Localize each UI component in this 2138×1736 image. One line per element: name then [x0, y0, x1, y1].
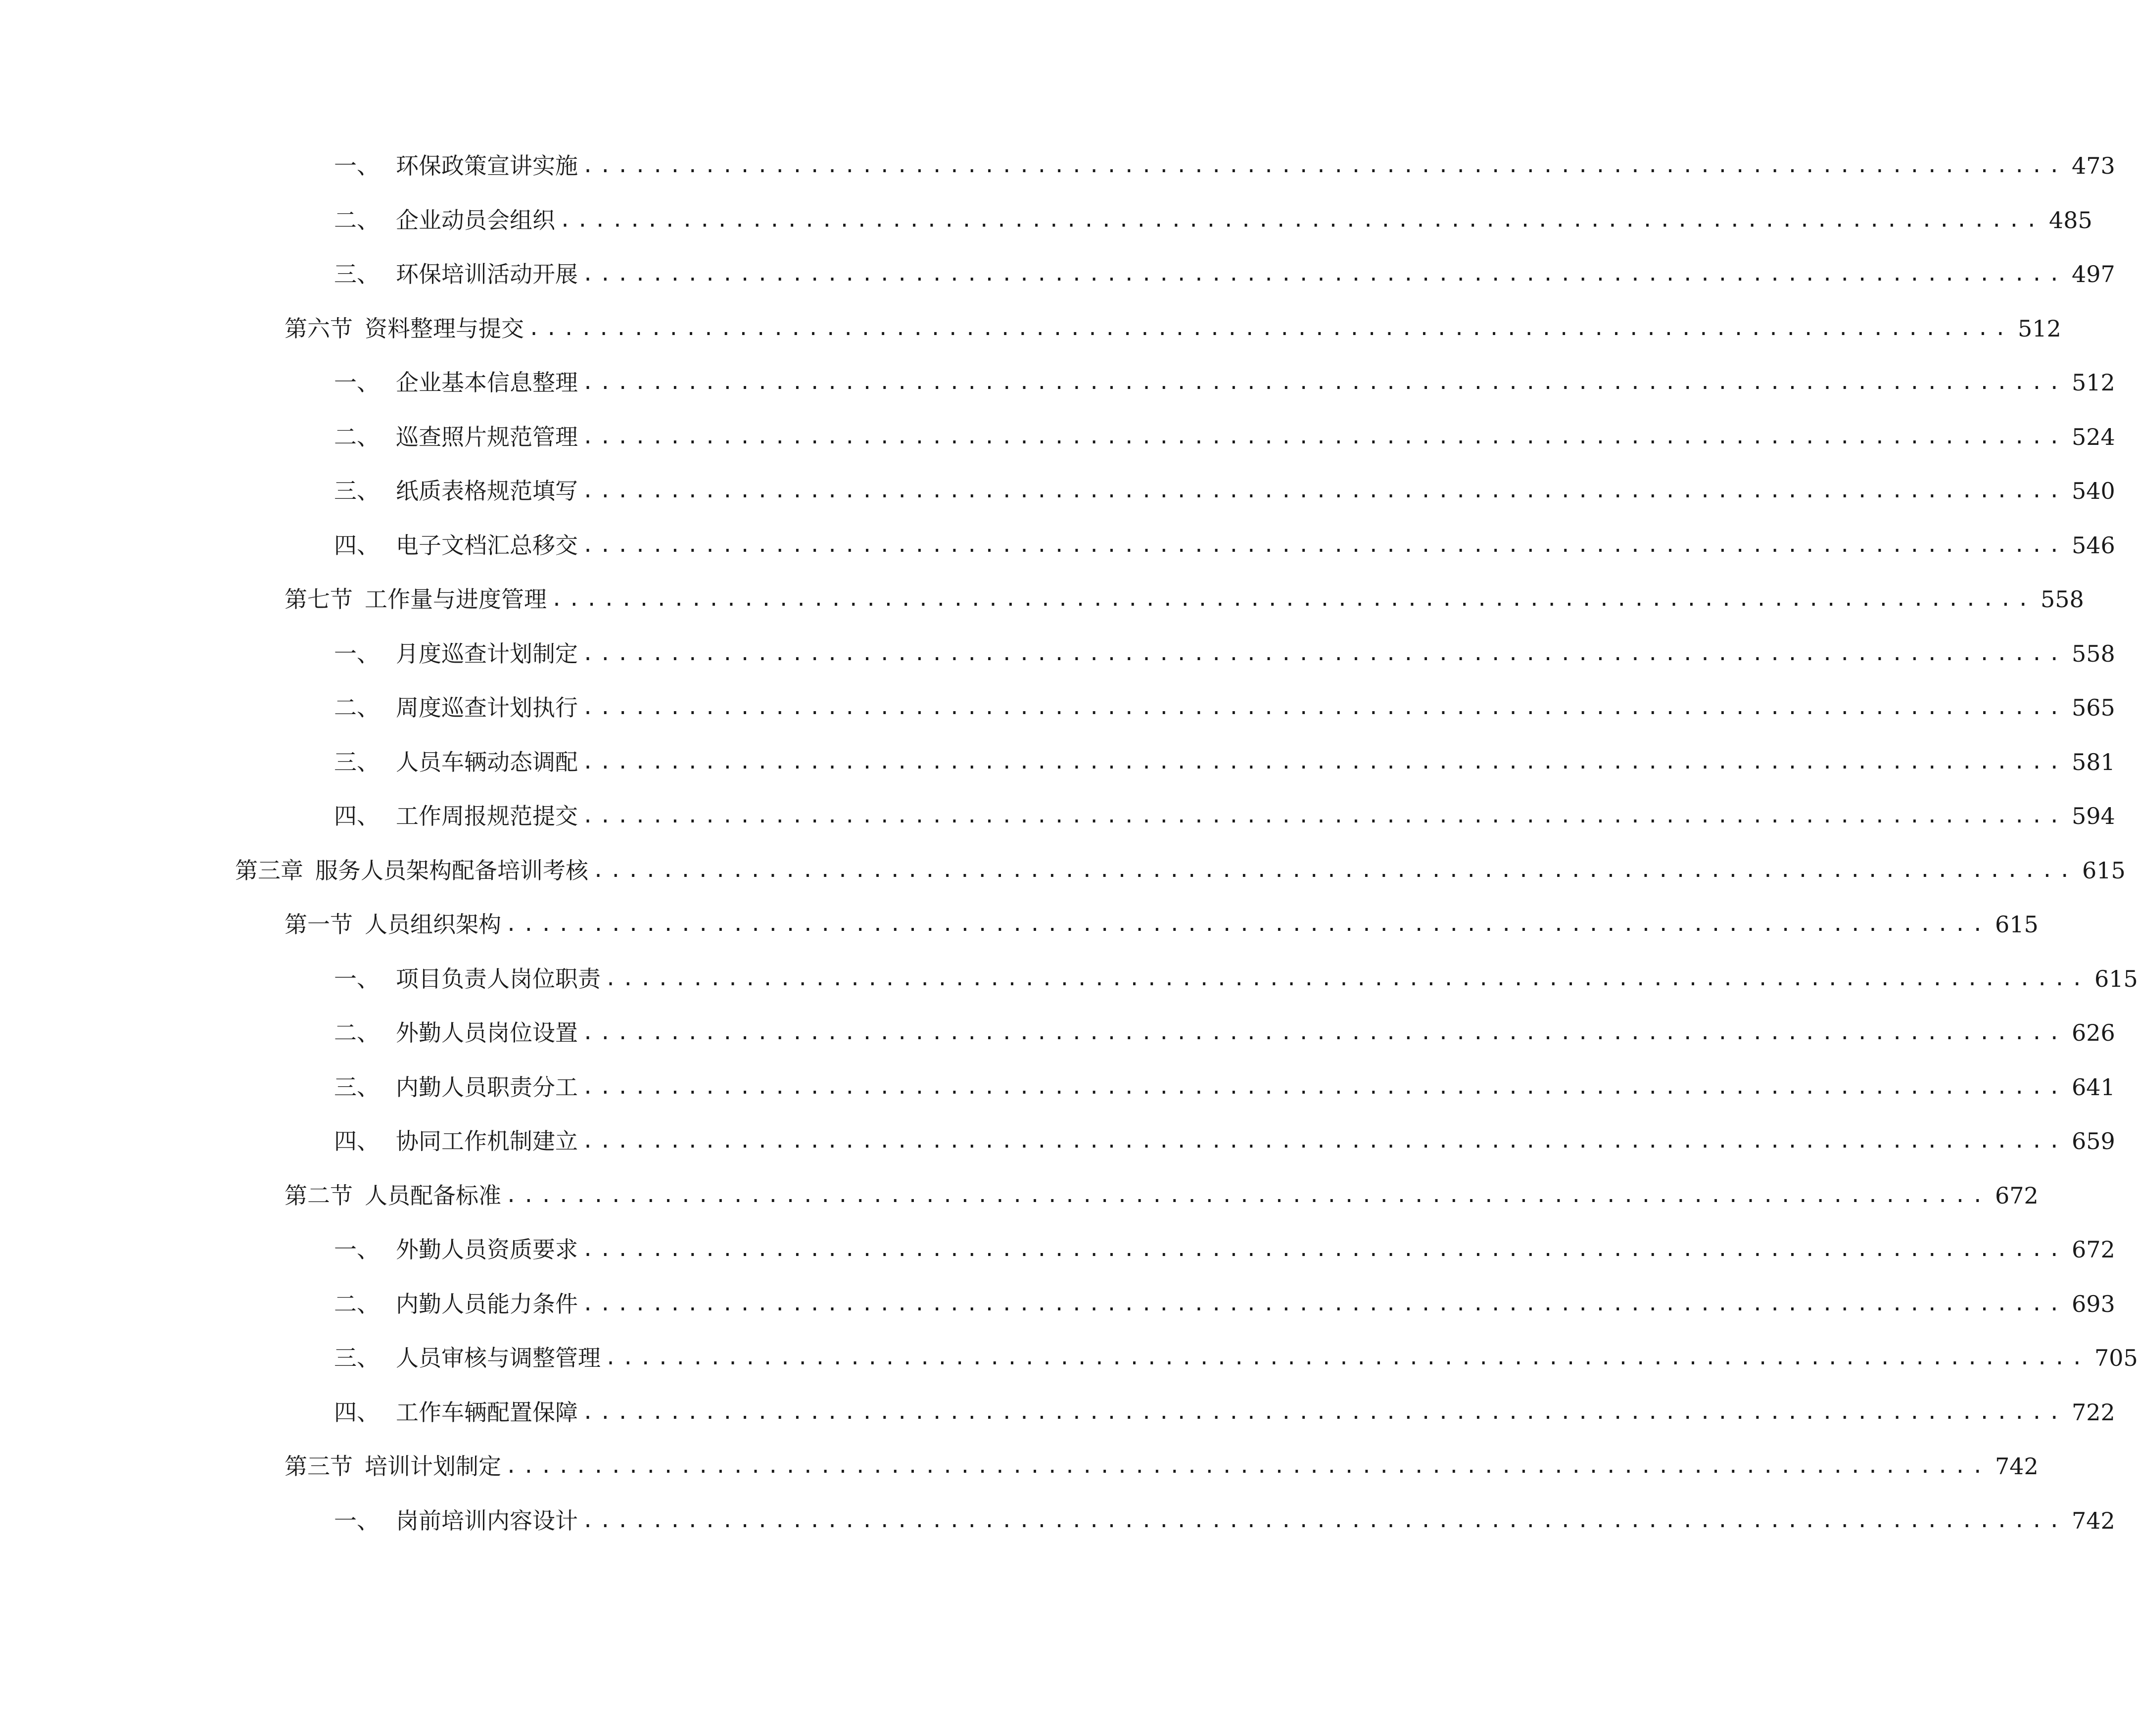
toc-entry[interactable] [285, 1449, 2039, 1484]
toc-entry[interactable] [334, 365, 2115, 400]
toc-entry[interactable] [334, 1124, 2115, 1158]
toc-entry-number: 第二节 [285, 1182, 353, 1209]
toc-entry-title: 资料整理与提交 [365, 315, 524, 342]
toc-entry[interactable] [334, 690, 2115, 725]
toc-entry-title: 工作周报规范提交 [396, 803, 578, 829]
toc-entry[interactable] [334, 528, 2115, 563]
toc-entry-title: 企业基本信息整理 [396, 369, 578, 396]
toc-dot-leader: ..................................................................................... [582, 1130, 2066, 1153]
toc-entry-title: 周度巡查计划执行 [396, 694, 578, 721]
toc-entry-title: 人员配备标准 [365, 1182, 501, 1209]
toc-page-number: 742 [1995, 1453, 2039, 1480]
toc-dot-leader: ..................................................................................... [605, 967, 2089, 990]
toc-dot-leader: ..................................................................................... [582, 1238, 2066, 1261]
toc-entry-title: 内勤人员能力条件 [396, 1291, 578, 1317]
toc-dot-leader: ..................................................................................... [592, 859, 2076, 882]
toc-page-number: 497 [2071, 261, 2115, 288]
toc-entry-number: 一、 [334, 1507, 380, 1534]
toc-page-number: 524 [2071, 424, 2115, 450]
toc-entry-title: 纸质表格规范填写 [396, 478, 578, 504]
toc-entry-number: 一、 [334, 1236, 380, 1263]
toc-entry[interactable] [334, 203, 2092, 238]
toc-dot-leader: ..................................................................................... [505, 1455, 1989, 1478]
toc-entry-number: 第三节 [285, 1453, 353, 1480]
toc-dot-leader: ..................................................................................... [582, 805, 2066, 827]
toc-entry-title: 企业动员会组织 [396, 207, 555, 234]
toc-dot-leader: ..................................................................................... [582, 480, 2066, 502]
toc-entry-title: 培训计划制定 [365, 1453, 501, 1480]
toc-entry-title: 项目负责人岗位职责 [396, 965, 601, 992]
toc-entry[interactable] [334, 1287, 2115, 1321]
toc-dot-leader: ..................................................................................... [582, 642, 2066, 665]
toc-entry-number: 四、 [334, 803, 380, 829]
toc-page-number: 672 [1995, 1182, 2039, 1209]
toc-entry[interactable] [334, 257, 2115, 291]
toc-page-number: 558 [2071, 640, 2115, 667]
toc-page-number: 558 [2040, 586, 2084, 613]
toc-page-number: 672 [2071, 1236, 2115, 1263]
toc-entry[interactable] [334, 1232, 2115, 1267]
toc-dot-leader: ..................................................................................... [528, 317, 2012, 340]
toc-page-number: 581 [2071, 749, 2115, 775]
toc-entry-title: 巡查照片规范管理 [396, 424, 578, 450]
toc-page-number: 485 [2048, 207, 2092, 234]
toc-page-number: 615 [2094, 965, 2138, 992]
toc-dot-leader: ..................................................................................... [582, 1076, 2066, 1099]
toc-entry-number: 二、 [334, 694, 380, 721]
toc-entry-title: 工作车辆配置保障 [396, 1399, 578, 1426]
toc-entry[interactable] [285, 582, 2084, 617]
toc-entry[interactable] [334, 1015, 2115, 1050]
toc-entry-number: 三、 [334, 1074, 380, 1101]
toc-page-number: 546 [2071, 532, 2115, 559]
toc-entry-title: 人员审核与调整管理 [396, 1345, 601, 1371]
toc-entry-number: 四、 [334, 532, 380, 559]
toc-entry-number: 一、 [334, 640, 380, 667]
toc-entry-title: 月度巡查计划制定 [396, 640, 578, 667]
toc-entry[interactable] [235, 853, 2126, 888]
toc-page-number: 742 [2071, 1507, 2115, 1534]
toc-entry[interactable] [334, 1341, 2138, 1375]
toc-dot-leader: ..................................................................................... [582, 263, 2066, 286]
toc-dot-leader: ..................................................................................... [582, 1021, 2066, 1044]
toc-dot-leader: ..................................................................................... [505, 1184, 1989, 1207]
toc-entry[interactable] [334, 745, 2115, 779]
toc-entry-title: 服务人员架构配备培训考核 [315, 857, 588, 884]
toc-entry-title: 人员组织架构 [365, 911, 501, 938]
toc-entry-number: 二、 [334, 424, 380, 450]
toc-dot-leader: ..................................................................................... [559, 209, 2043, 232]
toc-entry-title: 内勤人员职责分工 [396, 1074, 578, 1101]
toc-dot-leader: ..................................................................................... [582, 1509, 2066, 1532]
toc-page-number: 565 [2071, 694, 2115, 721]
toc-entry[interactable] [334, 420, 2115, 454]
toc-entry[interactable] [285, 1178, 2039, 1213]
toc-entry-number: 四、 [334, 1399, 380, 1426]
toc-dot-leader: ..................................................................................... [582, 426, 2066, 448]
toc-entry[interactable] [334, 962, 2138, 996]
toc-entry-title: 电子文档汇总移交 [396, 532, 578, 559]
toc-entry[interactable] [334, 1503, 2115, 1538]
toc-entry-number: 三、 [334, 261, 380, 288]
toc-entry-title: 外勤人员资质要求 [396, 1236, 578, 1263]
toc-entry-title: 环保培训活动开展 [396, 261, 578, 288]
toc-page-number: 722 [2071, 1399, 2115, 1426]
toc-page-number: 512 [2071, 369, 2115, 396]
toc-entry-number: 一、 [334, 152, 380, 179]
toc-entry-number: 二、 [334, 207, 380, 234]
toc-dot-leader: ..................................................................................... [605, 1347, 2089, 1369]
toc-entry[interactable] [285, 311, 2061, 346]
toc-entry-title: 外勤人员岗位设置 [396, 1019, 578, 1046]
toc-dot-leader: ..................................................................................... [582, 154, 2066, 177]
toc-dot-leader: ..................................................................................... [505, 913, 1989, 936]
toc-entry-number: 三、 [334, 749, 380, 775]
toc-dot-leader: ..................................................................................... [551, 588, 2035, 611]
toc-dot-leader: ..................................................................................... [582, 1293, 2066, 1315]
toc-page-number: 641 [2071, 1074, 2115, 1101]
toc-dot-leader: ..................................................................................... [582, 371, 2066, 394]
toc-dot-leader: ..................................................................................... [582, 534, 2066, 557]
toc-entry-title: 人员车辆动态调配 [396, 749, 578, 775]
toc-page-number: 659 [2071, 1128, 2115, 1155]
toc-page-number: 693 [2071, 1291, 2115, 1317]
toc-entry-title: 岗前培训内容设计 [396, 1507, 578, 1534]
toc-entry[interactable] [334, 1070, 2115, 1105]
toc-entry-title: 环保政策宣讲实施 [396, 152, 578, 179]
toc-page-number: 540 [2071, 478, 2115, 504]
toc-page-number: 473 [2071, 152, 2115, 179]
toc-entry[interactable] [334, 1395, 2115, 1430]
toc-entry[interactable] [334, 474, 2115, 508]
toc-page-number: 615 [2082, 857, 2126, 884]
toc-entry-number: 二、 [334, 1019, 380, 1046]
toc-page-number: 512 [2017, 315, 2061, 342]
toc-page-number: 705 [2094, 1345, 2138, 1371]
toc-entry[interactable] [285, 907, 2039, 942]
toc-entry-number: 第七节 [285, 586, 353, 613]
toc-entry-number: 第六节 [285, 315, 353, 342]
toc-entry-number: 二、 [334, 1291, 380, 1317]
toc-entry-number: 第三章 [235, 857, 303, 884]
toc-entry-title: 工作量与进度管理 [365, 586, 547, 613]
toc-entry-title: 协同工作机制建立 [396, 1128, 578, 1155]
toc-dot-leader: ..................................................................................... [582, 696, 2066, 719]
toc-page-number: 615 [1995, 911, 2039, 938]
toc-entry-number: 四、 [334, 1128, 380, 1155]
toc-entry-number: 一、 [334, 369, 380, 396]
toc-page-number: 594 [2071, 803, 2115, 829]
toc-page-number: 626 [2071, 1019, 2115, 1046]
toc-entry[interactable] [334, 636, 2115, 671]
toc-entry-number: 三、 [334, 1345, 380, 1371]
toc-entry-number: 三、 [334, 478, 380, 504]
toc-entry-number: 一、 [334, 965, 380, 992]
toc-entry[interactable] [334, 799, 2115, 833]
toc-entry[interactable] [334, 148, 2115, 183]
toc-dot-leader: ..................................................................................... [582, 751, 2066, 773]
toc-entry-number: 第一节 [285, 911, 353, 938]
toc-dot-leader: ..................................................................................... [582, 1401, 2066, 1424]
